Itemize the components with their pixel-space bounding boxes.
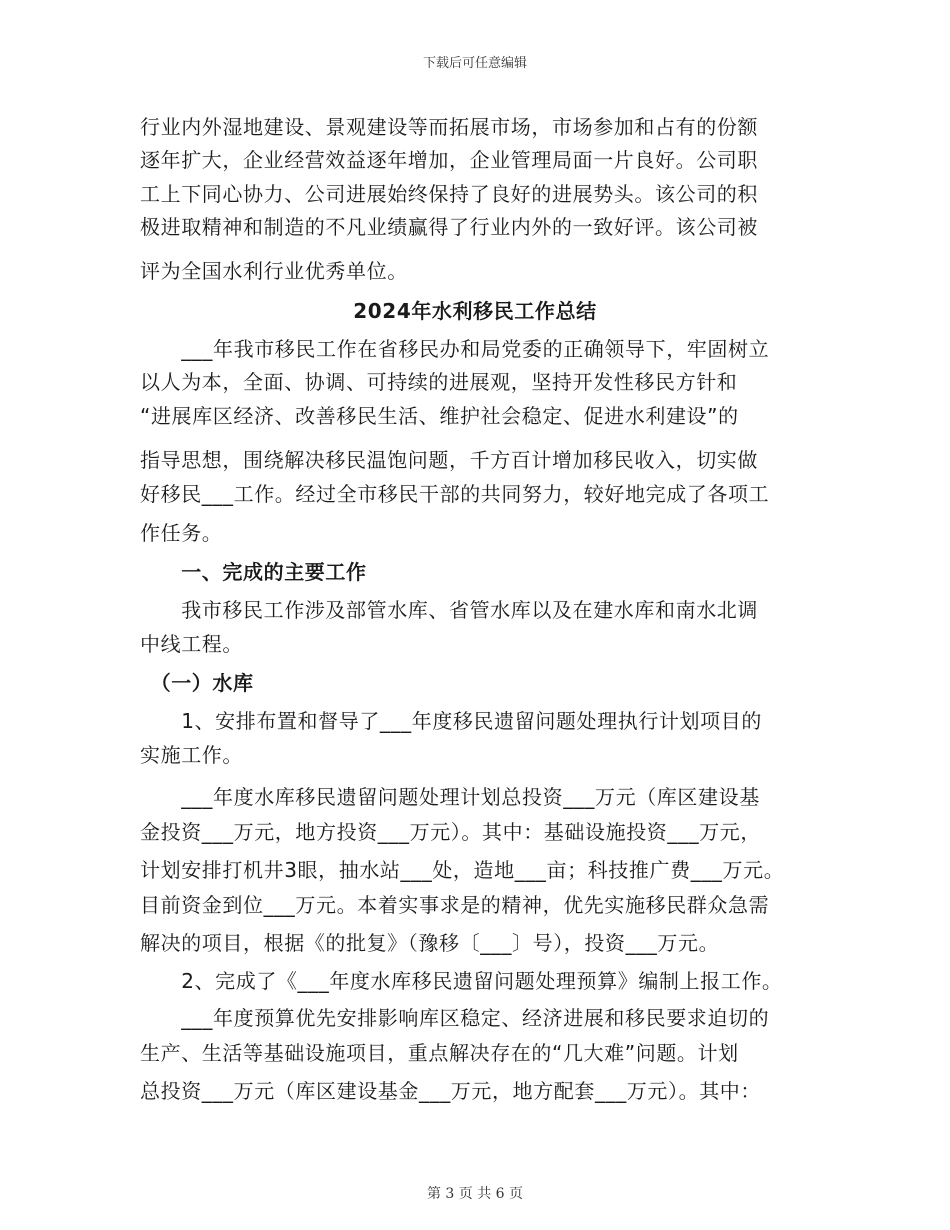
- subsection-heading: （一）水库: [140, 671, 254, 695]
- text-line: ___年度水库移民遗留问题处理计划总投资___万元（库区建设基: [140, 785, 760, 809]
- page-footer: 第 3 页 共 6 页: [426, 1186, 524, 1202]
- text-line: 计划安排打机井3眼，抽水站___处，造地___亩；科技推广费___万元。: [140, 858, 785, 882]
- text-line: 生产、生活等基础设施项目，重点解决存在的“几大难”问题。计划: [140, 1041, 739, 1065]
- text-line: 目前资金到位___万元。本着实事求是的精神，优先实施移民群众急需: [140, 893, 770, 917]
- text-line: 总投资___万元（库区建设基金___万元，地方配套___万元）。其中：: [140, 1079, 761, 1103]
- text-line: “进展库区经济、改善移民生活、维护社会稳定、促进水利建设”的: [140, 404, 739, 428]
- document-title: 2024年水利移民工作总结: [353, 299, 597, 323]
- text-line: 作任务。: [140, 521, 223, 545]
- text-line: 指导思想，围绕解决移民温饱问题，千方百计增加移民收入，切实做: [140, 448, 758, 472]
- text-line: 金投资___万元，地方投资___万元）。其中：基础设施投资___万元，: [140, 820, 761, 844]
- text-line: 1、安排布置和督导了___年度移民遗留问题处理执行计划项目的: [140, 709, 762, 733]
- text-line: 2、完成了《___年度水库移民遗留问题处理预算》编制上报工作。: [140, 969, 783, 993]
- text-line: 好移民___工作。经过全市移民干部的共同努力，较好地完成了各项工: [140, 482, 770, 506]
- text-line: 行业内外湿地建设、景观建设等而拓展市场，市场参加和占有的份额: [140, 115, 758, 139]
- text-line: 以人为本，全面、协调、可持续的进展观，坚持开发性移民方针和: [140, 370, 738, 394]
- text-line: 工上下同心协力、公司进展始终保持了良好的进展势头。该公司的积: [140, 182, 758, 206]
- text-line: 中线工程。: [140, 632, 243, 656]
- text-line: 解决的项目，根据《的批复》（豫移〔___〕号），投资___万元。: [140, 931, 720, 955]
- text-line: 我市移民工作涉及部管水库、省管水库以及在建水库和南水北调: [140, 598, 758, 622]
- text-line: 评为全国水利行业优秀单位。: [140, 259, 408, 283]
- section-heading: 一、完成的主要工作: [140, 560, 367, 584]
- text-line: 逐年扩大，企业经营效益逐年增加，企业管理局面一片良好。公司职: [140, 148, 758, 172]
- page-header: 下载后可任意编辑: [422, 56, 527, 71]
- text-line: 极进取精神和制造的不凡业绩赢得了行业内外的一致好评。该公司被: [140, 215, 758, 239]
- text-line: 实施工作。: [140, 743, 243, 767]
- text-line: ___年我市移民工作在省移民办和局党委的正确领导下，牢固树立: [140, 337, 770, 361]
- text-line: ___年度预算优先安排影响库区稳定、经济进展和移民要求迫切的: [140, 1006, 770, 1030]
